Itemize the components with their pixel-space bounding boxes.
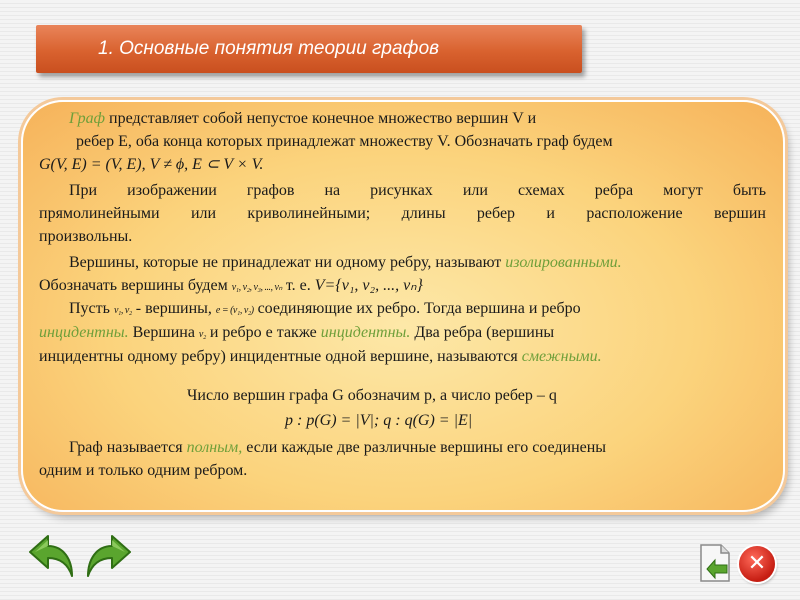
p3-line2-text: Обозначать вершины будем <box>39 277 228 294</box>
vertex-list-formula: v₁, v₂, v₃, ..., vₙ <box>231 282 282 293</box>
p3-line1-text: Вершины, которые не принадлежат ни одному ребру, называют <box>69 254 502 271</box>
p3-line4-end: Два ребра (вершины <box>414 324 555 341</box>
close-icon[interactable]: ✕ <box>739 546 775 582</box>
p1-text: представляет собой непустое конечное множество вершин V и <box>109 110 537 127</box>
term-incident-1: инцидентны. <box>39 324 129 341</box>
document-icon[interactable] <box>697 543 733 583</box>
forward-arrow-icon[interactable] <box>82 530 134 582</box>
p5-pre: Граф называется <box>69 439 183 456</box>
back-arrow-icon[interactable] <box>26 530 78 582</box>
p2-line2: прямолинейными или криволинейными; длины ребер и расположение вершин <box>39 205 766 222</box>
term-complete: полным, <box>186 439 243 456</box>
vertex-v2-formula: v₂ <box>198 329 206 340</box>
p3-line3 <box>69 298 796 322</box>
p3-line5 <box>39 346 766 368</box>
p3-line3-mid: - вершины, <box>135 300 212 317</box>
p4-formula: p : p(G) = |V|; q : q(G) = |E| <box>285 412 473 429</box>
p3-line5-text: инцидентны одному ребру) инцидентные одной вершине, называются <box>39 348 518 365</box>
p3-line3-rest: соединяющие их ребро. Тогда вершина и ребро <box>257 300 581 317</box>
term-isolated: изолированными. <box>505 254 622 271</box>
p3-line1 <box>69 252 796 274</box>
p3-line4 <box>39 322 766 346</box>
p2-line1: При изображении графов на рисунках или схемах ребра могут быть <box>69 182 766 199</box>
slide-title: 1. Основные понятия теории графов <box>98 38 440 59</box>
p1-formula: G(V, E) = (V, E), V ≠ ϕ, E ⊂ V × V. <box>39 156 264 173</box>
p1-line1 <box>69 108 796 130</box>
term-incident-2: инцидентны. <box>320 324 411 341</box>
p5-line2: одним и только одним ребром. <box>39 462 248 479</box>
p4-line1: Число вершин графа G обозначим p, а число ребер – q <box>187 387 557 404</box>
term-adjacent: смежными. <box>521 348 602 365</box>
p3-line2 <box>39 275 766 299</box>
p3-line4-rest: и ребро е также <box>209 324 317 341</box>
p5-line1 <box>69 437 796 459</box>
p3-line2-mid: т. е. <box>285 277 311 294</box>
p3-line4-mid: Вершина <box>132 324 195 341</box>
p1-line2: ребер Е, оба конца которых принадлежат множеству V. Обозначать граф будем <box>76 133 613 150</box>
edge-formula: e = (v₁, v₂) <box>215 305 254 316</box>
p5-rest: если каждые две различные вершины его соединены <box>246 439 607 456</box>
p3-line3-pre: Пусть <box>69 300 110 317</box>
term-graph: Граф <box>69 110 106 127</box>
vertices-formula: v₁, v₂ <box>113 305 132 316</box>
p2-line3: произвольны. <box>39 228 133 245</box>
vertex-set-formula: V={v₁, v₂, ..., vₙ} <box>314 277 423 294</box>
